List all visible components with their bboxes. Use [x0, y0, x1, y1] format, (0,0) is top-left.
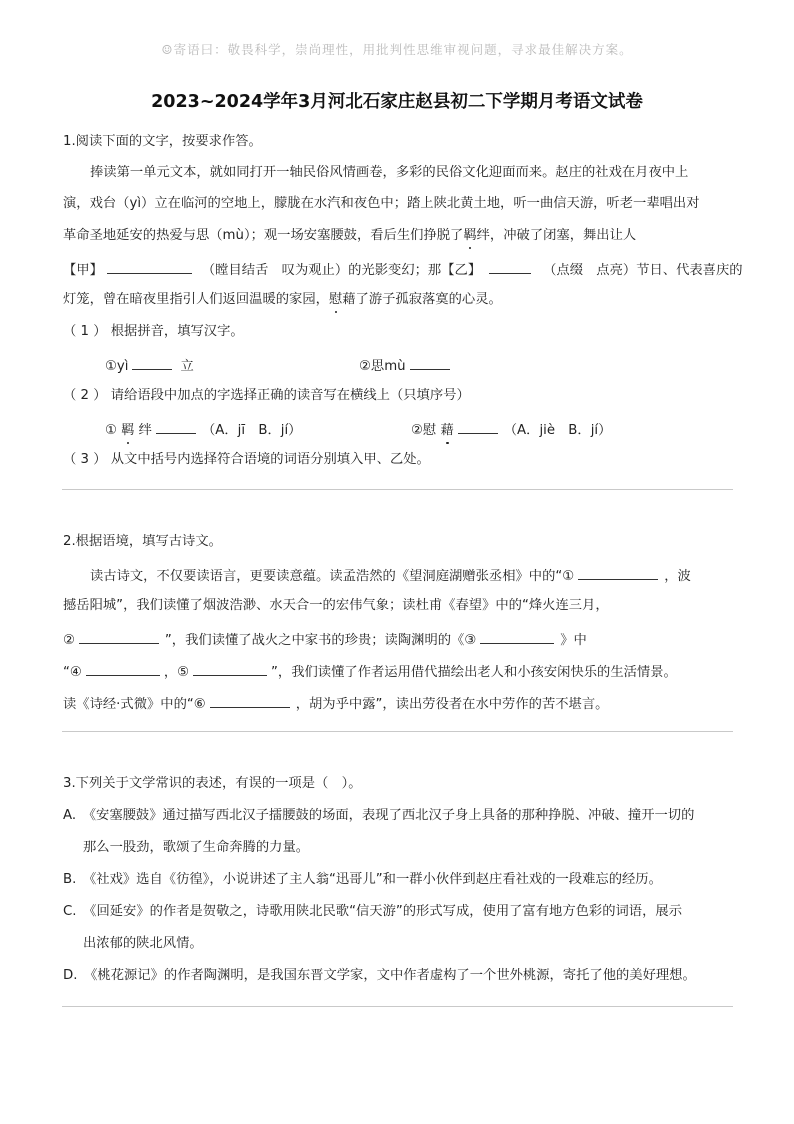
q3-option-d[interactable]: D. 《桃花源记》的作者陶渊明，是我国东晋文学家，文中作者虚构了一个世外桃源，寄托了他的美好理想。 — [63, 968, 696, 983]
emphasis-dot-char: 藉 — [440, 423, 454, 438]
q1-sub1: （ 1 ） 根据拼音，填写汉字。 — [63, 324, 244, 339]
q3-option-a-cont: 那么一股劲，歌颂了生命奔腾的力量。 — [83, 840, 310, 855]
text-segment: ① — [105, 423, 122, 438]
text-segment: 藉了游子孤寂落寞的心灵。 — [342, 292, 502, 307]
blank-jie-reading[interactable] — [458, 419, 498, 434]
emphasis-dot-char: 慰 — [328, 292, 343, 307]
section-divider — [62, 731, 733, 732]
q2-paragraph-line — [63, 661, 677, 682]
blank-mu-pinyin[interactable] — [410, 355, 450, 370]
q1-sub2: （ 2 ） 请给语段中加点的字选择正确的读音写在横线上（只填序号） — [63, 388, 470, 403]
text-segment: 革命圣地延安的热爱与思（mù）；观一场安塞腰鼓，看后生们挣脱了 — [63, 228, 464, 243]
text-segment: 》中 — [560, 633, 587, 648]
text-segment: ②思mù — [359, 359, 406, 374]
text-segment: 【甲】 — [63, 263, 103, 278]
q3-stem: 3.下列关于文学常识的表述，有误的一项是（ ）。 — [63, 776, 362, 791]
text-segment: （点缀 点亮）节日、代表喜庆的 — [543, 263, 743, 278]
text-segment: （瞠目结舌 叹为观止）的光影变幻；那【乙】 — [201, 263, 482, 278]
text-segment: 读《诗经·式微》中的“⑥ — [63, 697, 206, 712]
q3-option-c-cont: 出浓郁的陕北风情。 — [83, 936, 203, 951]
q1-stem: 1.阅读下面的文字，按要求作答。 — [63, 134, 262, 149]
q3-option-c[interactable]: C. 《回延安》的作者是贺敬之，诗歌用陕北民歌“信天游”的形式写成，使用了富有地方色彩的词语，展示 — [63, 904, 682, 919]
q1-sub2-a — [105, 419, 301, 440]
header-motto: ☺寄语曰：敬畏科学，崇尚理性，用批判性思维审视问题，寻求最佳解决方案。 — [161, 42, 633, 57]
text-segment: ，胡为乎中露”，读出劳役者在水中劳作的苦不堪言。 — [295, 697, 609, 712]
blank-3[interactable] — [480, 629, 554, 644]
section-divider — [62, 1006, 733, 1007]
q1-paragraph-line: 演，戏台（yì）立在临河的空地上，朦胧在水汽和夜色中；踏上陕北黄土地，听一曲信天游，听老一辈唱出对 — [63, 196, 700, 211]
q1-paragraph-line — [63, 227, 636, 245]
q1-paragraph-line: 捧读第一单元文本，就如同打开一轴民俗风情画卷，多彩的民俗文化迎面而来。赵庄的社戏在月夜中上 — [90, 165, 689, 180]
text-segment: ”，我们读懂了战火之中家书的珍贵；读陶渊明的《③ — [164, 633, 477, 648]
blank-6[interactable] — [210, 693, 290, 708]
text-segment: ，波 — [664, 569, 691, 584]
text-segment: （A．jī B．jí） — [201, 423, 302, 438]
q2-paragraph-line — [63, 629, 587, 650]
q1-sub1-a — [105, 355, 194, 376]
emphasis-dot-char: 羁 — [121, 423, 135, 438]
blank-yi-pinyin[interactable] — [132, 355, 172, 370]
emphasis-dot-char: 羁 — [463, 228, 477, 243]
text-segment: ② — [63, 633, 75, 648]
blank-ji-reading[interactable] — [156, 419, 196, 434]
page-title: 2023~2024学年3月河北石家庄赵县初二下学期月考语文试卷 — [151, 92, 643, 112]
q2-stem: 2.根据语境，填写古诗文。 — [63, 534, 222, 549]
blank-4[interactable] — [86, 661, 160, 676]
text-segment: ②慰 — [411, 423, 441, 438]
text-segment: 读古诗文，不仅要读语言，更要读意蕴。读孟浩然的《望洞庭湖赠张丞相》中的“① — [90, 569, 575, 584]
text-segment: 绊 — [134, 423, 152, 438]
q2-paragraph-line — [63, 693, 608, 714]
section-divider — [62, 489, 733, 490]
blank-1[interactable] — [578, 565, 658, 580]
q2-paragraph-line — [90, 565, 691, 586]
blank-2[interactable] — [79, 629, 159, 644]
q1-paragraph-line — [63, 291, 502, 309]
text-segment: “④ — [63, 665, 82, 680]
q3-option-b[interactable]: B. 《社戏》选自《彷徨》，小说讲述了主人翁“迅哥儿”和一群小伙伴到赵庄看社戏的一段难忘的经历。 — [63, 872, 662, 887]
q1-sub2-b — [411, 419, 611, 440]
q3-option-a[interactable]: A. 《安塞腰鼓》通过描写西北汉子擂腰鼓的场面，表现了西北汉子身上具备的那种挣脱、冲破、撞开一切的 — [63, 808, 695, 823]
q2-paragraph-line: 撼岳阳城”，我们读懂了烟波浩渺、水天合一的宏伟气象；读杜甫《春望》中的“烽火连三月， — [63, 598, 609, 613]
text-segment: （A．jiè B．jí） — [503, 423, 612, 438]
q1-paragraph-line — [63, 259, 743, 280]
text-segment: 绊，冲破了闭塞，舞出让人 — [476, 228, 637, 243]
q1-sub1-b — [359, 355, 450, 376]
blank-5[interactable] — [193, 661, 267, 676]
text-segment: ，⑤ — [163, 665, 190, 680]
text-segment: ”，我们读懂了作者运用借代描绘出老人和小孩安闲快乐的生活情景。 — [271, 665, 677, 680]
text-segment: 立 — [180, 359, 194, 374]
q1-sub3: （ 3 ） 从文中括号内选择符合语境的词语分别填入甲、乙处。 — [63, 452, 430, 467]
text-segment: 灯笼，曾在暗夜里指引人们返回温暖的家园， — [63, 292, 329, 307]
blank-yi[interactable] — [489, 259, 531, 274]
blank-jia[interactable] — [107, 259, 192, 274]
text-segment: ①yì — [105, 359, 129, 374]
